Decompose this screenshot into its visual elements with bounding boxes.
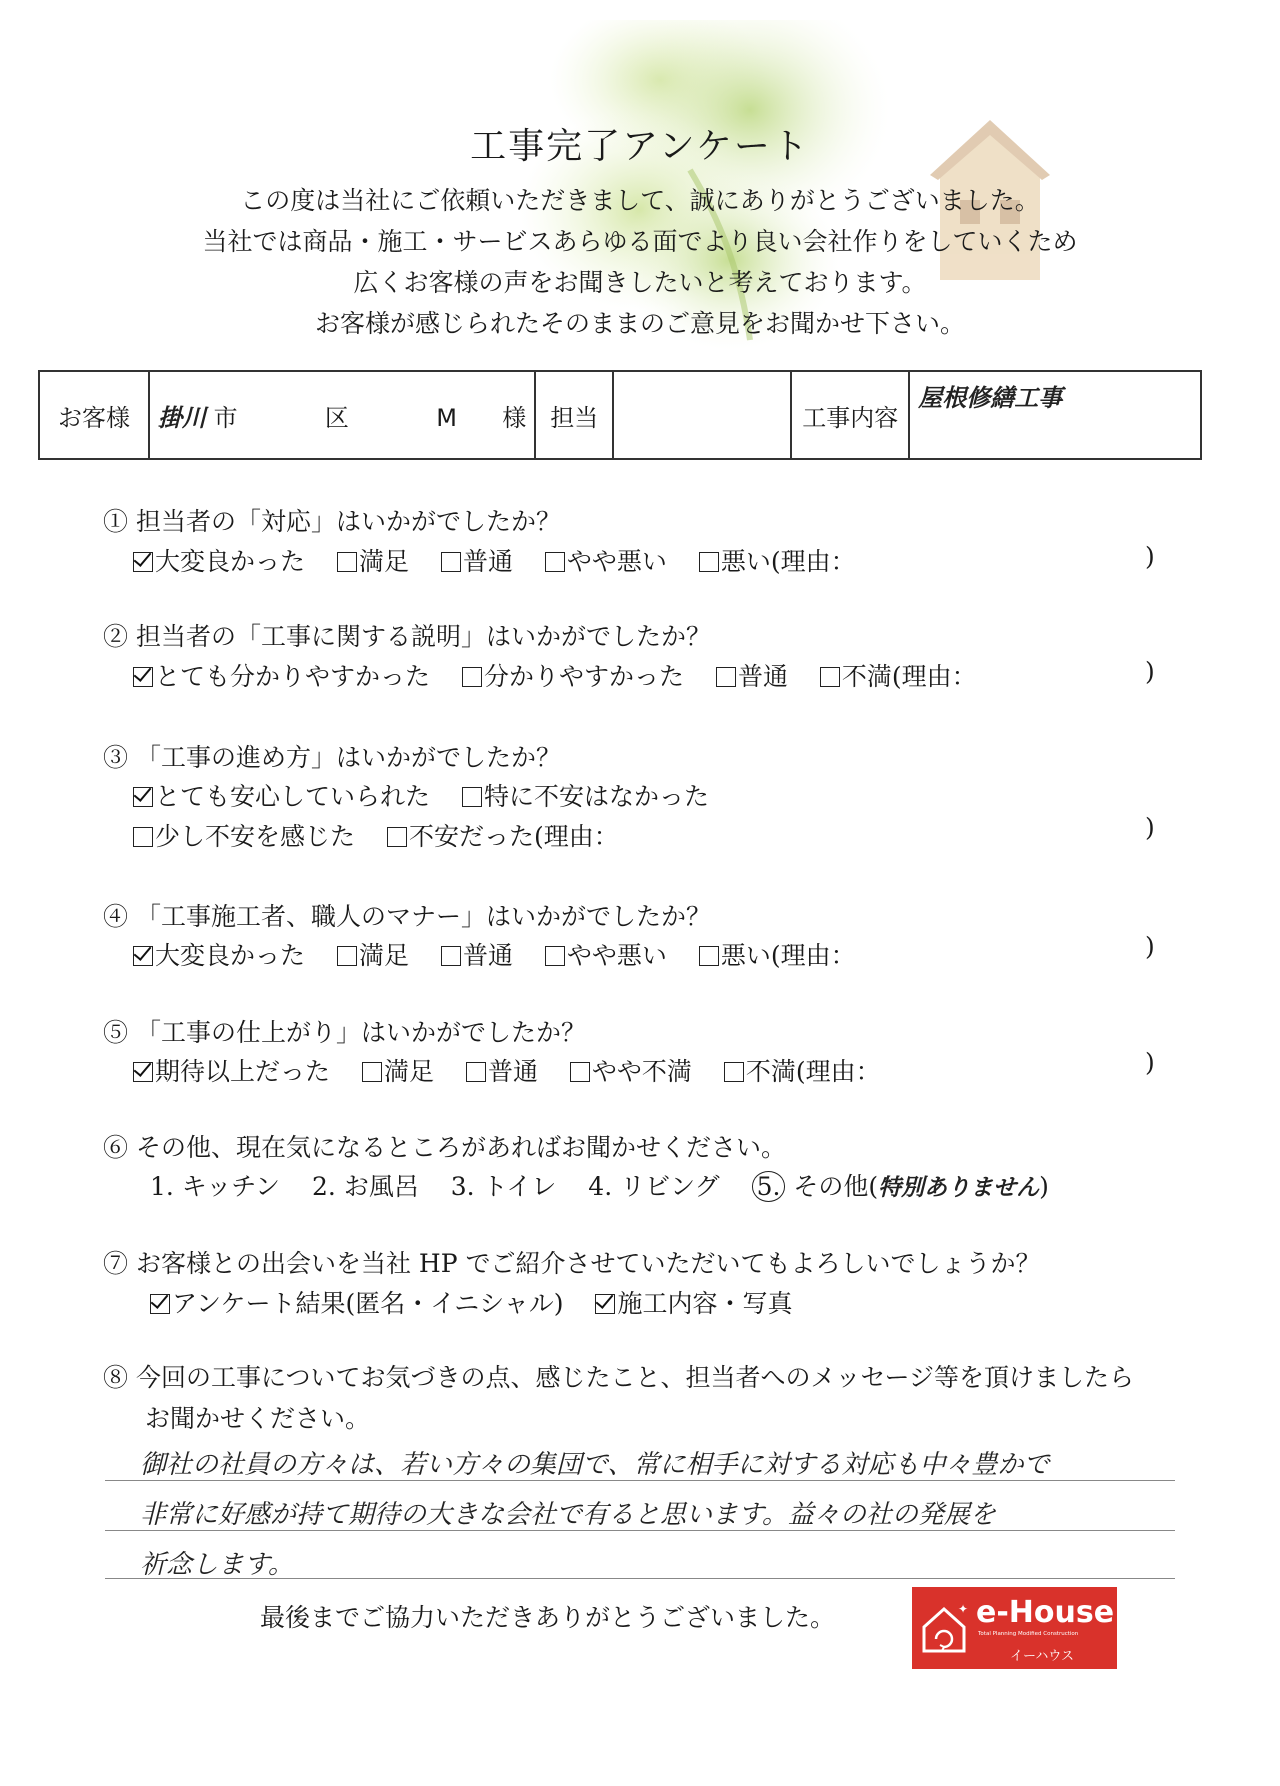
option-checkbox[interactable]	[133, 1052, 330, 1088]
option-checkbox[interactable]	[337, 542, 409, 578]
name-suffix: 様	[502, 403, 527, 432]
question-1-options	[133, 542, 880, 578]
option-checkbox[interactable]	[595, 1284, 792, 1320]
reason-close-paren: )	[1145, 542, 1155, 571]
other-close-paren: )	[1039, 1172, 1049, 1201]
customer-name-initial: M	[436, 403, 457, 432]
option-checkbox[interactable]	[362, 1052, 434, 1088]
staff-label: 担当	[535, 371, 613, 459]
option-item[interactable]: 3. トイレ	[450, 1172, 557, 1201]
intro-line: この度は当社にご依頼いただきまして、誠にありがとうございました。	[240, 186, 1040, 215]
option-checkbox[interactable]	[699, 936, 856, 972]
checkbox[interactable]	[387, 827, 407, 847]
checkbox[interactable]	[545, 946, 565, 966]
option-checkbox[interactable]	[133, 936, 305, 972]
ward-suffix: 区	[324, 403, 349, 432]
logo-tagline: Total Planning Modified Construction	[978, 1631, 1079, 1637]
question-7-options	[150, 1284, 816, 1320]
logo-kana: イーハウス	[1010, 1649, 1074, 1664]
question-2-options	[133, 657, 1001, 693]
intro-line: 当社では商品・施工・サービスあらゆる面でより良い会社作りをしていくため	[202, 227, 1078, 256]
option-checkbox[interactable]	[133, 817, 355, 853]
option-checkbox[interactable]	[133, 777, 430, 813]
option-label: 分かりやすかった	[483, 662, 684, 691]
question-text: 「工事の進め方」はいかがでしたか？	[135, 743, 561, 772]
question-number: ⑤	[103, 1018, 129, 1047]
question-5	[103, 1013, 586, 1049]
option-label: やや不満	[591, 1057, 692, 1086]
city-handwritten: 掛川	[158, 403, 206, 432]
message-line-handwritten[interactable]: 御社の社員の方々は、若い方々の集団で、常に相手に対する対応も中々豊かで	[140, 1450, 1050, 1480]
question-number: ③	[103, 743, 129, 772]
customer-info-table	[38, 370, 1202, 460]
checkbox-checked[interactable]	[133, 787, 153, 807]
reason-close-paren: )	[1145, 657, 1155, 686]
question-text: 「工事の仕上がり」はいかがでしたか？	[135, 1018, 586, 1047]
option-label: 満足	[358, 941, 409, 970]
option-label: とても分かりやすかった	[155, 662, 431, 691]
intro-line: お客様が感じられたそのままのご意見をお聞かせ下さい。	[314, 309, 965, 338]
question-5-options	[133, 1052, 905, 1088]
option-checkbox[interactable]	[150, 1284, 564, 1320]
option-checkbox[interactable]	[820, 657, 977, 693]
other-label: その他(	[793, 1172, 879, 1201]
option-checkbox[interactable]	[466, 1052, 538, 1088]
question-6-options	[150, 1167, 1049, 1203]
question-number: ⑥	[103, 1133, 129, 1162]
question-text: 「工事施工者、職人のマナー」はいかがでしたか？	[135, 902, 711, 931]
option-label: 少し不安を感じた	[155, 822, 356, 851]
option-label: とても安心していられた	[155, 782, 431, 811]
work-label: 工事内容	[791, 371, 909, 459]
checkbox[interactable]	[570, 1062, 590, 1082]
closing-message: 最後までご協力いただきありがとうございました。	[260, 1603, 836, 1632]
question-number: ④	[103, 902, 129, 931]
question-number: ②	[103, 622, 129, 651]
question-text: お客様との出会いを当社 HP でご紹介させていただいてもよろしいでしょうか？	[135, 1249, 1041, 1278]
question-1	[103, 502, 561, 538]
option-checkbox[interactable]	[699, 542, 856, 578]
checkbox[interactable]	[699, 946, 719, 966]
option-checkbox[interactable]	[133, 542, 305, 578]
house-icon	[920, 1601, 972, 1657]
checkbox[interactable]	[699, 552, 719, 572]
logo-name: e-House	[976, 1595, 1115, 1630]
option-label: 施工内容・写真	[617, 1289, 793, 1318]
option-label: 大変良かった	[155, 941, 306, 970]
option-label: 普通	[737, 662, 788, 691]
intro-text	[0, 180, 1280, 344]
city-suffix: 市	[213, 403, 238, 432]
option-checkbox[interactable]	[441, 542, 513, 578]
option-label: 普通	[462, 941, 513, 970]
checkbox-checked[interactable]	[133, 667, 153, 687]
reason-close-paren: )	[1145, 813, 1155, 842]
checkbox[interactable]	[441, 552, 461, 572]
question-3-options-row2	[133, 817, 643, 853]
option-checkbox[interactable]	[337, 936, 409, 972]
option-checkbox[interactable]	[387, 817, 619, 853]
question-text: 今回の工事についてお気づきの点、感じたこと、担当者へのメッセージ等を頂けましたら	[135, 1363, 1134, 1392]
option-checkbox[interactable]	[545, 542, 667, 578]
other-answer-handwritten[interactable]: 特別ありません	[878, 1175, 1040, 1201]
checkbox[interactable]	[545, 552, 565, 572]
message-line-handwritten[interactable]: 祈念します。	[140, 1550, 294, 1580]
option-label: 普通	[462, 547, 513, 576]
question-4	[103, 897, 711, 933]
checkbox[interactable]	[462, 667, 482, 687]
checkbox[interactable]	[716, 667, 736, 687]
question-3-options-row1	[133, 777, 733, 813]
option-label: やや悪い	[566, 547, 667, 576]
question-8	[103, 1358, 1134, 1394]
message-line-handwritten[interactable]: 非常に好感が持て期待の大きな会社で有ると思います。益々の社の発展を	[140, 1500, 996, 1530]
option-label: 悪い(理由：	[720, 941, 856, 970]
question-text: 担当者の「工事に関する説明」はいかがでしたか？	[135, 622, 711, 651]
reason-close-paren: )	[1145, 1048, 1155, 1077]
page-title: 工事完了アンケート	[470, 126, 810, 167]
checkbox[interactable]	[820, 667, 840, 687]
checkbox-checked[interactable]	[133, 1062, 153, 1082]
option-item[interactable]: 2. お風呂	[312, 1172, 419, 1201]
option-checkbox[interactable]	[133, 657, 430, 693]
option-checkbox[interactable]	[545, 936, 667, 972]
question-text: その他、現在気になるところがあればお聞かせください。	[135, 1133, 786, 1162]
option-label: 大変良かった	[155, 547, 306, 576]
checkbox[interactable]	[462, 787, 482, 807]
customer-label: お客様	[39, 371, 149, 459]
question-number: ⑦	[103, 1249, 129, 1278]
reason-close-paren: )	[1145, 932, 1155, 961]
ehouse-logo	[912, 1587, 1117, 1669]
checkbox-checked[interactable]	[595, 1294, 615, 1314]
option-label: 不満(理由：	[745, 1057, 881, 1086]
question-number: ⑧	[103, 1363, 129, 1392]
question-4-options	[133, 936, 880, 972]
option-label: やや悪い	[566, 941, 667, 970]
checkbox-checked[interactable]	[150, 1294, 170, 1314]
question-text: 担当者の「対応」はいかがでしたか？	[135, 507, 561, 536]
intro-line: 広くお客様の声をお聞きしたいと考えております。	[353, 268, 927, 297]
checkbox[interactable]	[337, 946, 357, 966]
checkbox[interactable]	[466, 1062, 486, 1082]
question-8-line2: お聞かせください。	[145, 1404, 371, 1433]
option-label: アンケート結果(匿名・イニシャル)	[172, 1289, 564, 1318]
checkbox-checked[interactable]	[133, 552, 153, 572]
customer-address-field[interactable]	[149, 371, 535, 459]
checkbox[interactable]	[362, 1062, 382, 1082]
checkbox[interactable]	[337, 552, 357, 572]
question-3	[103, 738, 561, 774]
question-7	[103, 1244, 1041, 1280]
option-checkbox[interactable]	[724, 1052, 881, 1088]
option-checkbox[interactable]	[570, 1052, 692, 1088]
option-label: 満足	[358, 547, 409, 576]
option-checkbox[interactable]	[462, 657, 684, 693]
checkbox[interactable]	[133, 827, 153, 847]
checkbox[interactable]	[441, 946, 461, 966]
option-checkbox[interactable]	[441, 936, 513, 972]
work-content-field[interactable]: 屋根修繕工事	[909, 371, 1201, 459]
option-label: 満足	[383, 1057, 434, 1086]
checkbox[interactable]	[724, 1062, 744, 1082]
option-item[interactable]: 4. リビング	[588, 1172, 720, 1201]
svg-text:✦: ✦	[958, 1602, 969, 1616]
option-checkbox[interactable]	[716, 657, 788, 693]
checkbox-checked[interactable]	[133, 946, 153, 966]
option-label: 不安だった(理由：	[408, 822, 619, 851]
option-checkbox[interactable]	[462, 777, 709, 813]
option-item[interactable]: 1. キッチン	[150, 1172, 281, 1201]
option-label: 特に不安はなかった	[483, 782, 709, 811]
question-6	[103, 1128, 786, 1164]
option-label: 不満(理由：	[841, 662, 977, 691]
question-number: ①	[103, 507, 129, 536]
option-label: 期待以上だった	[155, 1057, 331, 1086]
option-label: 普通	[487, 1057, 538, 1086]
option-label: 悪い(理由：	[720, 547, 856, 576]
staff-field[interactable]	[613, 371, 791, 459]
circled-option[interactable]: 5.	[752, 1171, 786, 1202]
question-2	[103, 617, 711, 653]
